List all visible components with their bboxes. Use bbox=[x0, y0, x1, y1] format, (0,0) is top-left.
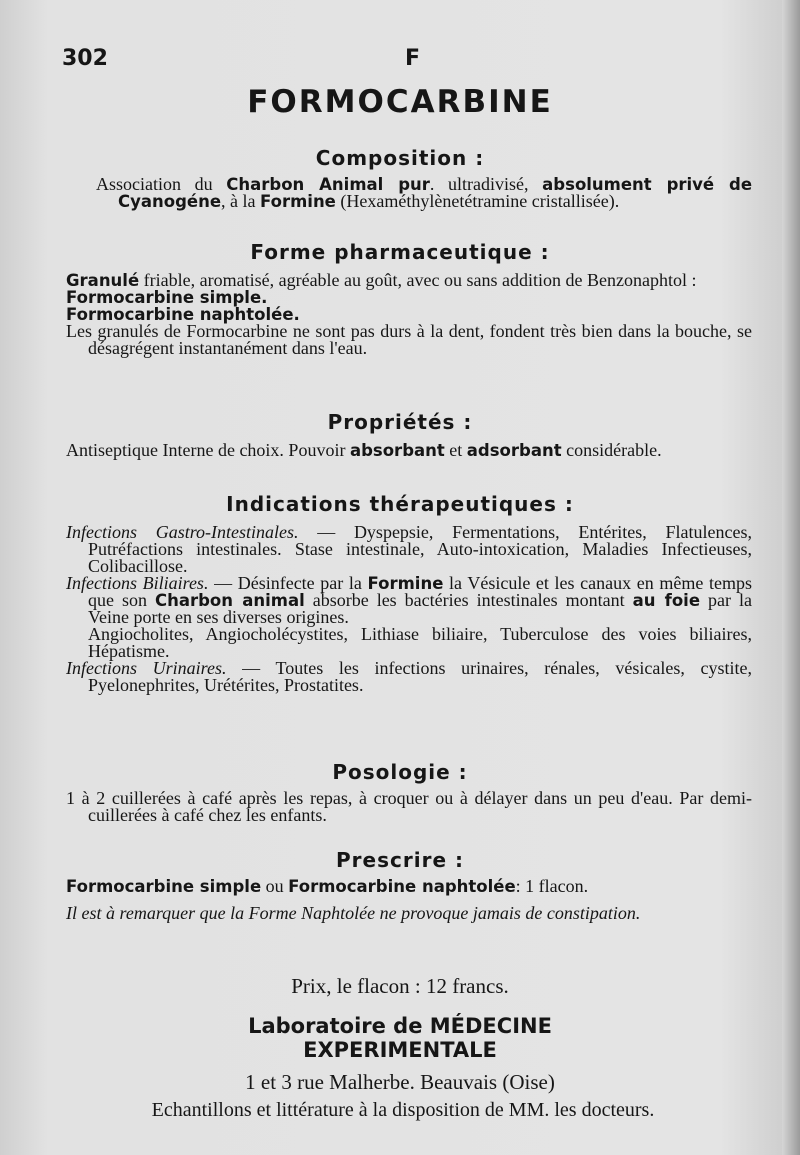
proprietes-text-1: Antiseptique Interne de choix. Pouvoir bbox=[66, 440, 350, 460]
laboratoire-line-1: Laboratoire de MÉDECINE bbox=[248, 1014, 552, 1038]
prix-line: Prix, le flacon : 12 francs. bbox=[291, 974, 509, 998]
prescrire-bold-simple: Formocarbine simple bbox=[66, 877, 262, 896]
indication-gastro bbox=[66, 524, 752, 575]
composition-text-2: . ultradivisé, bbox=[429, 174, 543, 194]
indications-block bbox=[66, 524, 752, 694]
page-title: FORMOCARBINE bbox=[247, 84, 553, 120]
indication-urinaires-label: Infections Urinaires. bbox=[66, 658, 227, 678]
composition-bold-1: Charbon Animal pur bbox=[226, 175, 430, 194]
forme-heading: Forme pharmaceutique : bbox=[250, 240, 550, 264]
prescrire-heading: Prescrire : bbox=[336, 848, 464, 872]
indication-biliaires-label: Infections Biliaires. bbox=[66, 573, 209, 593]
section-letter: F bbox=[405, 46, 421, 71]
indication-biliaires-text-4: par la Veine porte en ses diverses origines. bbox=[88, 590, 752, 627]
indication-biliaires-list: Angiocholites, Angiocholécystites, Lithiase biliaire, Tuberculose des voies biliaires, Hépatisme. bbox=[88, 624, 752, 661]
page-number: 302 bbox=[62, 46, 108, 71]
forme-item-naphtolee: Formocarbine naphtolée. bbox=[66, 305, 300, 324]
composition-heading: Composition : bbox=[315, 146, 485, 170]
indication-biliaires-bold-2: Charbon animal bbox=[154, 591, 305, 610]
composition-text-1: Association du bbox=[96, 174, 227, 194]
laboratoire-address: 1 et 3 rue Malherbe. Beauvais (Oise) bbox=[245, 1070, 555, 1094]
indication-urinaires-text: — Toutes les infections urinaires, rénales, vésicales, cystite, Pyelonephrites, Urétérites, Prostatites. bbox=[88, 658, 753, 695]
indication-gastro-label: Infections Gastro-Intestinales. bbox=[66, 522, 299, 542]
indications-heading: Indications thérapeutiques : bbox=[226, 492, 574, 516]
composition-block bbox=[96, 176, 752, 210]
forme-intro-text: friable, aromatisé, agréable au goût, avec ou sans addition de Benzonaphtol : bbox=[139, 270, 697, 290]
proprietes-text-3: considérable. bbox=[561, 440, 662, 460]
indication-biliaires bbox=[66, 575, 752, 626]
proprietes-heading: Propriétés : bbox=[327, 410, 473, 434]
prescrire-note: Il est à remarquer que la Forme Naphtolée ne provoque jamais de constipation. bbox=[66, 903, 641, 923]
indication-gastro-text: — Dyspepsie, Fermentations, Entérites, Flatulences, Putréfactions intestinales. Stase intestinale, Auto-intoxication, Maladies Infectieuses, Colibacillose. bbox=[88, 522, 752, 576]
forme-bold-granule: Granulé bbox=[66, 271, 140, 290]
indication-biliaires-text-3: absorbe les bactéries intestinales montant bbox=[304, 590, 633, 610]
proprietes-block bbox=[66, 442, 752, 459]
posologie-text: 1 à 2 cuillerées à café après les repas, à croquer ou à délayer dans un peu d'eau. Par demi-cuillerées à café chez les enfants. bbox=[66, 788, 752, 825]
proprietes-bold-absorbant: absorbant bbox=[349, 441, 445, 460]
indication-biliaires-bold-3: au foie bbox=[632, 591, 701, 610]
indication-biliaires-bold-1: Formine bbox=[367, 574, 444, 593]
forme-item-simple: Formocarbine simple. bbox=[66, 288, 268, 307]
proprietes-text bbox=[66, 442, 752, 459]
prescrire-text-ou: ou bbox=[261, 876, 289, 896]
forme-description: Les granulés de Formocarbine ne sont pas durs à la dent, fondent très bien dans la bouche, se désagrégent instantanément dans l'eau. bbox=[66, 321, 752, 358]
prescrire-block bbox=[66, 878, 752, 922]
indication-biliaires-text-1: — Désinfecte par la bbox=[208, 573, 368, 593]
composition-text-3: , à la bbox=[221, 191, 261, 211]
prescrire-bold-naphtolee: Formocarbine naphtolée bbox=[288, 877, 516, 896]
echantillons-block bbox=[70, 1100, 736, 1120]
composition-text bbox=[96, 176, 752, 210]
posologie-heading: Posologie : bbox=[332, 760, 468, 784]
prescrire-text bbox=[66, 878, 752, 895]
forme-intro bbox=[66, 272, 752, 289]
composition-text-4: (Hexaméthylènetétramine cristallisée). bbox=[335, 191, 620, 211]
indication-urinaires bbox=[66, 660, 752, 694]
proprietes-text-2: et bbox=[444, 440, 467, 460]
echantillons-text: Echantillons et littérature à la disposition de MM. les docteurs. bbox=[151, 1099, 655, 1121]
laboratoire-line-2: EXPERIMENTALE bbox=[303, 1038, 497, 1062]
composition-bold-3: Formine bbox=[260, 192, 336, 211]
indication-biliaires-text-2: la Vésicule et les canaux en même temps que son bbox=[88, 573, 752, 610]
composition-bold-2: absolument privé de Cyanogéne bbox=[118, 175, 753, 211]
forme-block bbox=[66, 272, 752, 357]
posologie-block bbox=[66, 790, 752, 824]
proprietes-bold-adsorbant: adsorbant bbox=[466, 441, 562, 460]
prescrire-text-flacon: : 1 flacon. bbox=[515, 876, 589, 896]
